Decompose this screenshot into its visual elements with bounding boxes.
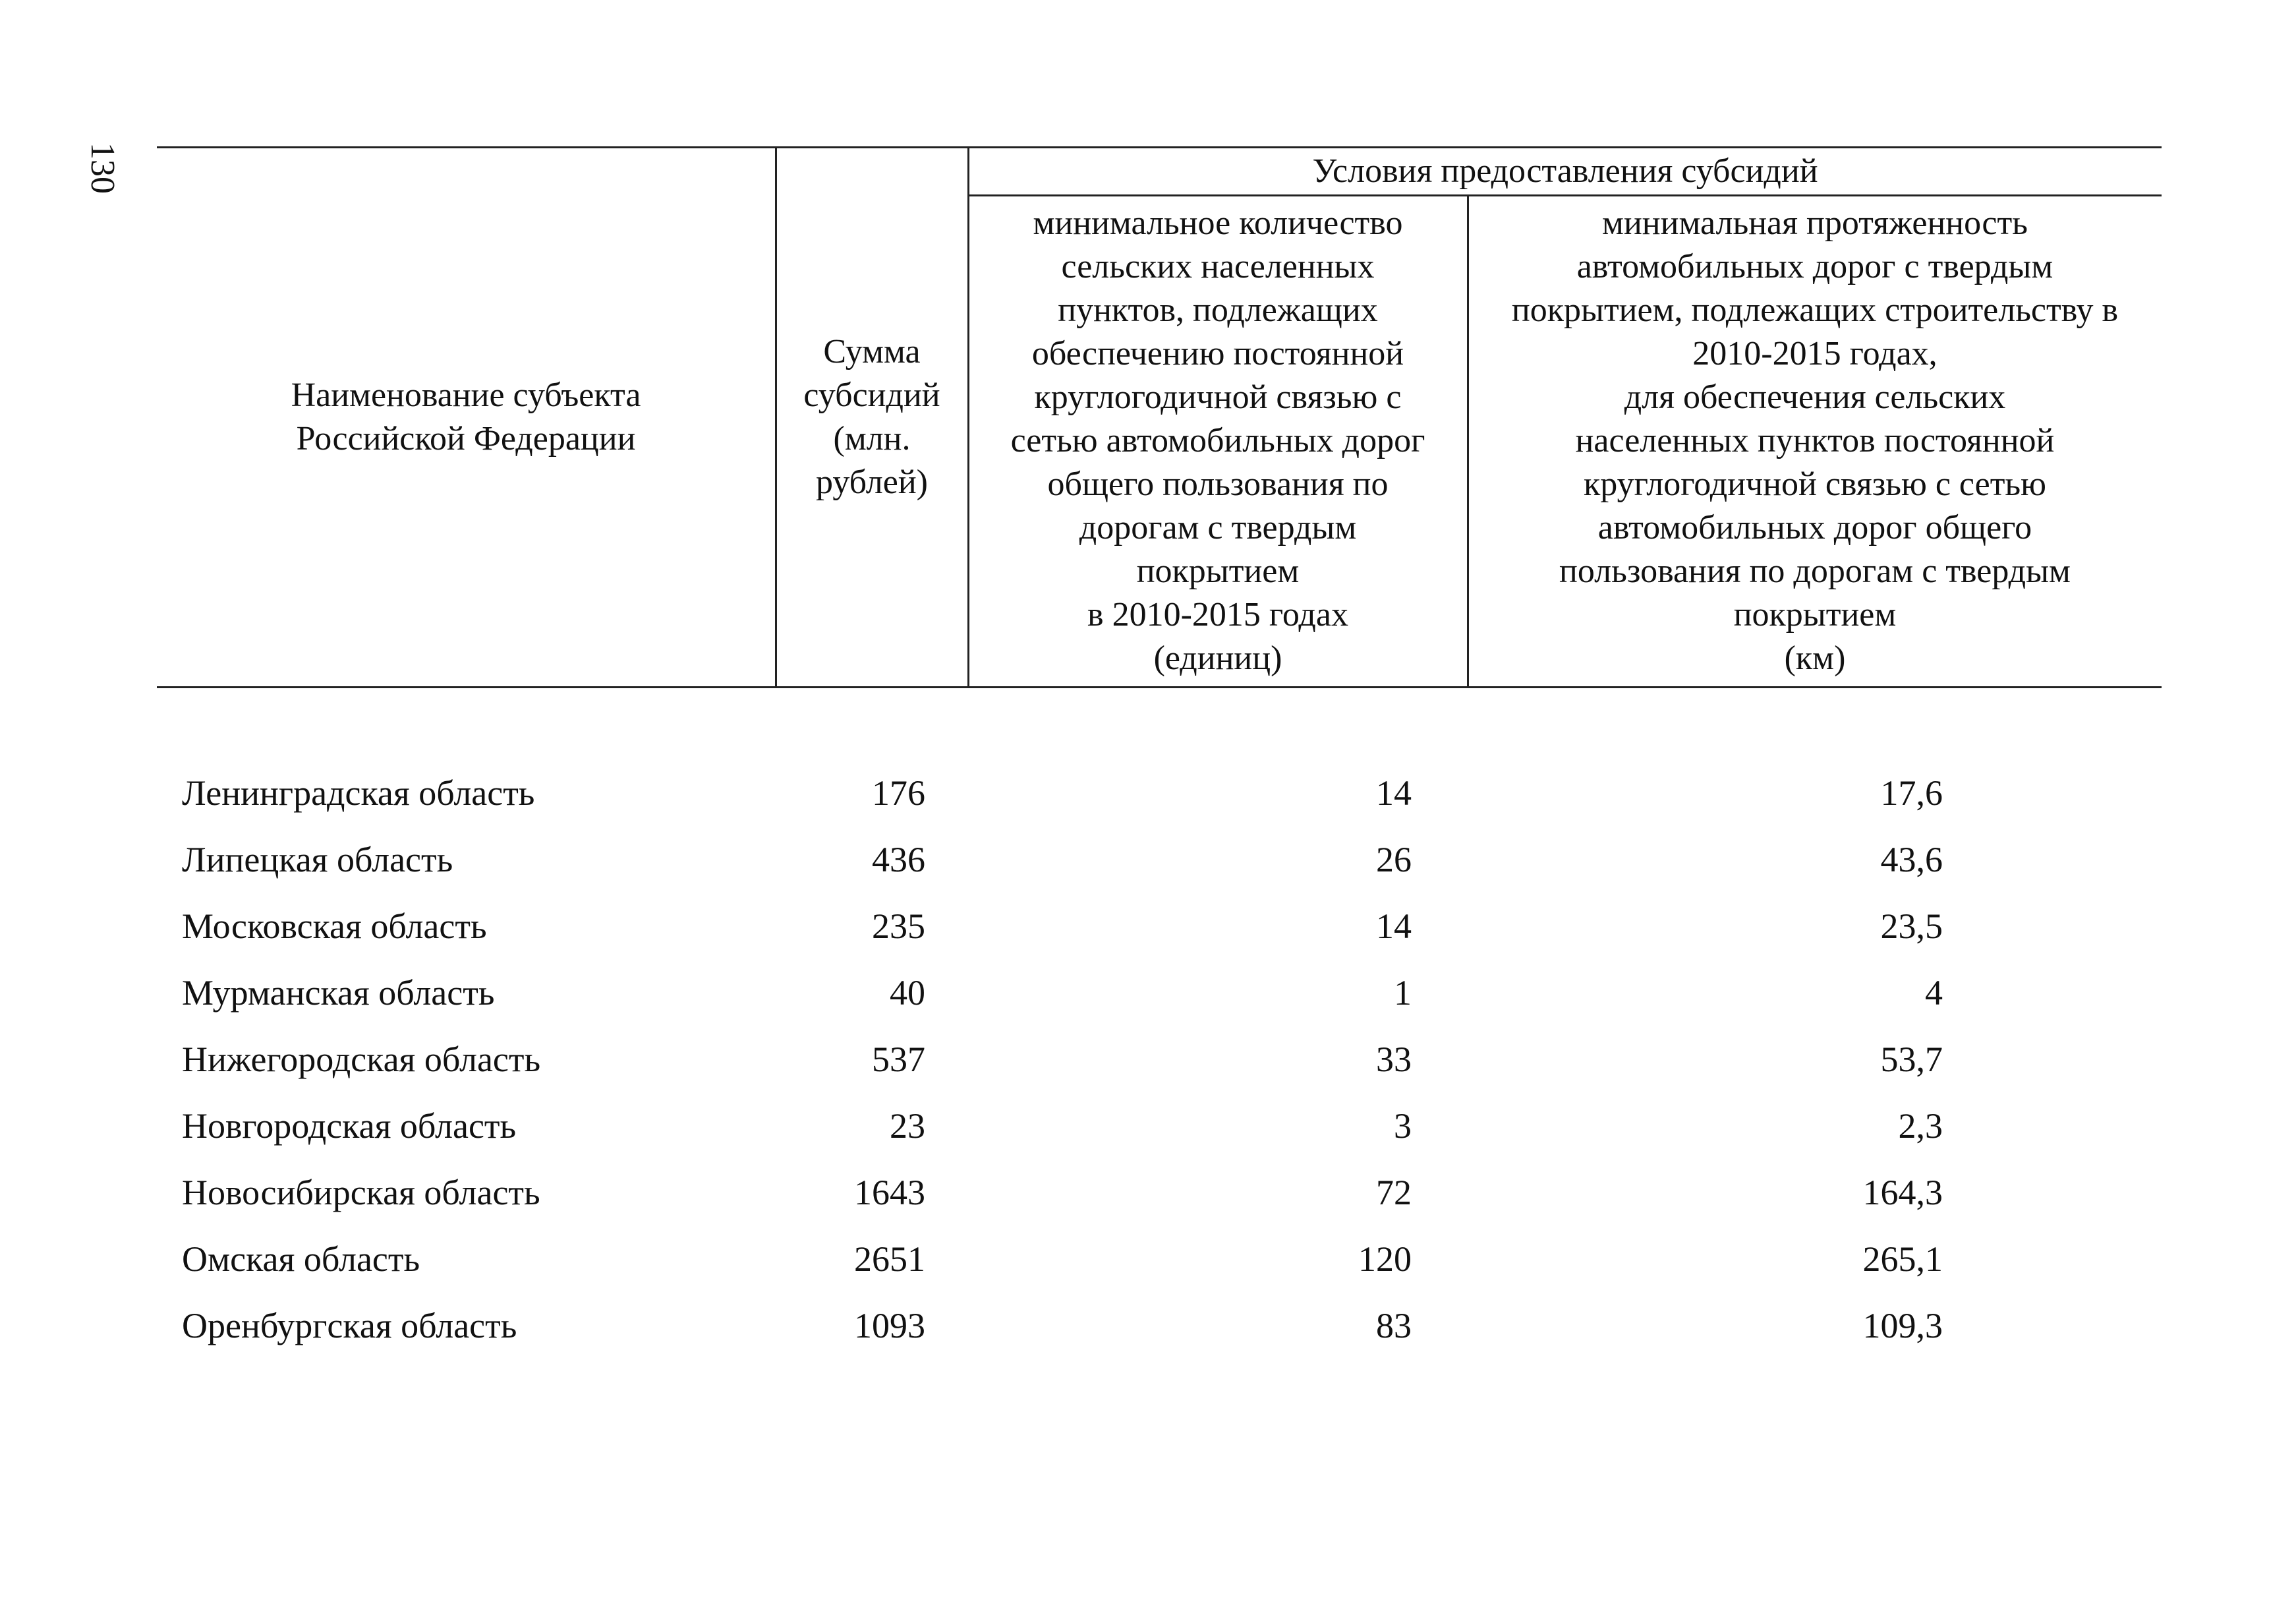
header-min-road-length: минимальная протяженность автомобильных дорог с твердым покрытием, подлежащих строительству в 2010-2015 годах, для обеспечения сельских населенных пунктов постоянной круглогодичной связью с сетью автомобильных дорог общего пользования по дорогам с твердым покрытием (км) [1511,204,2119,677]
subsidy-sum-cell: 436 [872,840,925,879]
table-row [157,1038,2162,1104]
table-row [157,1304,2162,1370]
region-cell: Московская область [182,906,487,946]
road-length-cell: 2,3 [1898,1106,1943,1146]
header-subsidy-sum: Сумма субсидий (млн. рублей) [803,333,940,501]
subsidy-sum-cell: 40 [890,973,925,1013]
region-cell: Новосибирская область [182,1173,540,1212]
table-row [157,904,2162,971]
subsidy-sum-cell: 235 [872,906,925,946]
table-row [157,971,2162,1038]
table-row [157,1237,2162,1304]
page-number: 130 [84,142,121,194]
table-row [157,1171,2162,1237]
settlements-count-cell: 14 [1376,773,1412,813]
settlements-count-cell: 26 [1376,840,1412,879]
road-length-cell: 23,5 [1880,906,1943,946]
region-cell: Мурманская область [182,973,495,1013]
settlements-count-cell: 14 [1376,906,1412,946]
table-row [157,1104,2162,1171]
subsidy-sum-cell: 2651 [854,1239,925,1279]
table-header [157,146,2162,688]
settlements-count-cell: 120 [1358,1239,1412,1279]
subsidy-sum-cell: 176 [872,773,925,813]
table-row [157,771,2162,838]
settlements-count-cell: 1 [1394,973,1412,1013]
region-cell: Новгородская область [182,1106,517,1146]
region-cell: Оренбургская область [182,1306,517,1345]
road-length-cell: 17,6 [1880,773,1943,813]
settlements-count-cell: 72 [1376,1173,1412,1212]
subsidy-sum-cell: 23 [890,1106,925,1146]
region-cell: Нижегородская область [182,1040,541,1079]
road-length-cell: 265,1 [1862,1239,1943,1279]
settlements-count-cell: 33 [1376,1040,1412,1079]
road-length-cell: 53,7 [1880,1040,1943,1079]
subsidy-sum-cell: 537 [872,1040,925,1079]
road-length-cell: 109,3 [1862,1306,1943,1345]
header-min-settlements: минимальное количество сельских населенных пунктов, подлежащих обеспечению постоянной круглогодичной связью с сетью автомобильных дорог общего пользования по дорогам с твердым покрытием в 2010-2015 годах (единиц) [1010,204,1425,677]
region-cell: Липецкая область [182,840,453,879]
subsidy-sum-cell: 1643 [854,1173,925,1212]
road-length-cell: 4 [1925,973,1943,1013]
region-cell: Ленинградская область [182,773,535,813]
header-region-name: Наименование субъекта Российской Федерации [291,376,641,457]
settlements-count-cell: 83 [1376,1306,1412,1345]
region-cell: Омская область [182,1239,420,1279]
road-length-cell: 164,3 [1862,1173,1943,1212]
header-conditions: Условия предоставления субсидий [1312,152,1818,190]
road-length-cell: 43,6 [1880,840,1943,879]
subsidy-sum-cell: 1093 [854,1306,925,1345]
table-body [157,771,2162,1370]
settlements-count-cell: 3 [1394,1106,1412,1146]
table-row [157,838,2162,904]
